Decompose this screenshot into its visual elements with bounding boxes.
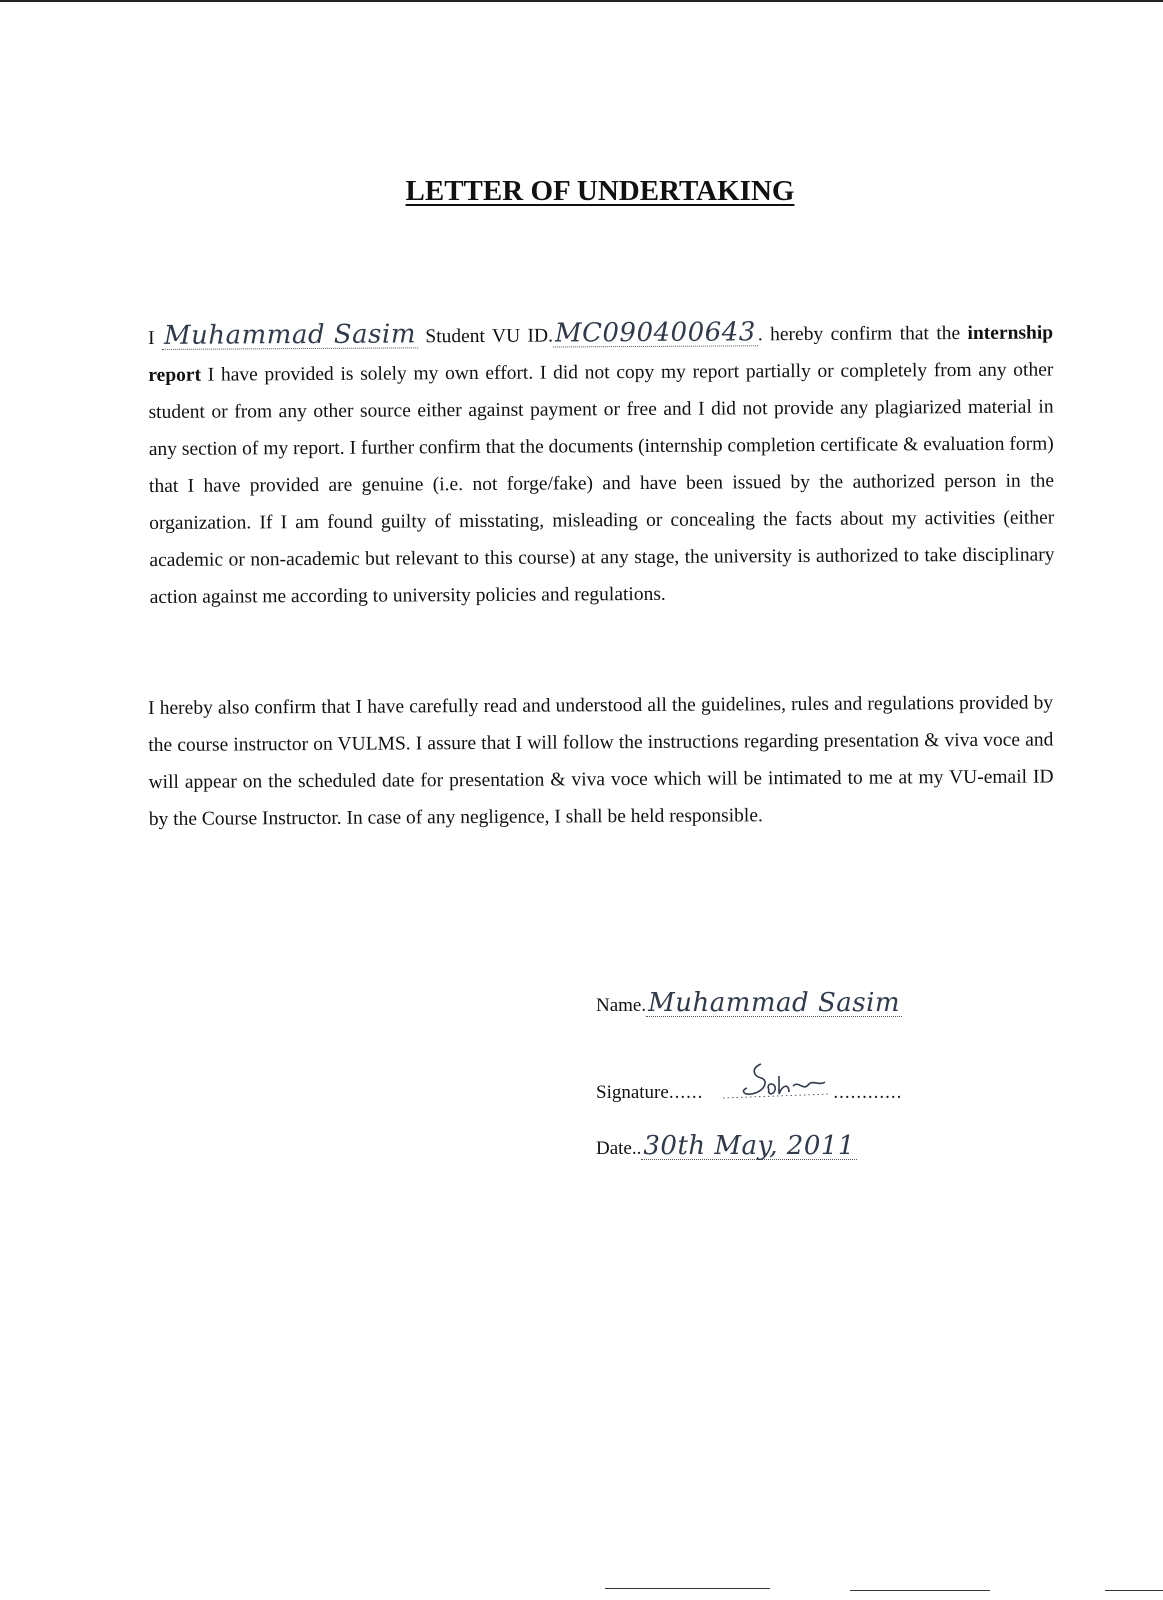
name-line bbox=[596, 990, 902, 1017]
signature-line bbox=[596, 1062, 902, 1112]
handwritten-signature bbox=[703, 1062, 833, 1112]
date-handwritten: 30th May, 2011 bbox=[643, 1131, 855, 1161]
document-title: LETTER OF UNDERTAKING bbox=[405, 175, 795, 207]
paragraph-1-body: I have provided is solely my own effort. I did not copy my report partially or completely from any other student or from any other source either against payment or free and I did not provide any plagiarized material in any section of my report. I further confirm that the documents (internship completion certificate & evaluation form) that I have provided are genuine (i.e. not forge/fake) and have been issued by the authorized person in the organization. If I am found guilty of misstating, misleading or concealing the facts about my activities (either academic or non-academic but relevant to this course) at any stage, the university is authorized to take disciplinary action against me according to university policies and regulations. bbox=[148, 359, 1055, 608]
confirm-text: . hereby confirm that the bbox=[757, 323, 961, 346]
vu-id-handwritten: MC090400643 bbox=[554, 317, 756, 349]
name-label: Name. bbox=[596, 995, 647, 1016]
scan-edge-bottom-right bbox=[1105, 1590, 1163, 1591]
pronoun-i: I bbox=[148, 327, 155, 349]
undertaking-paragraph-1 bbox=[148, 314, 1055, 616]
signature-dots-leading: ...... bbox=[668, 1082, 704, 1103]
undertaking-paragraph-2: I hereby also confirm that I have carefully read and understood all the guidelines, rules and regulations provided by the course instructor on VULMS. I assure that I will follow the instructions regarding presentation & viva voce and will appear on the scheduled date for presentation & viva voce which will be intimated to me at my VU-email ID by the Course Instructor. In case of any negligence, I shall be held responsible. bbox=[148, 692, 1054, 830]
date-label: Date.. bbox=[596, 1138, 642, 1159]
student-vu-id-label: Student VU ID. bbox=[425, 325, 554, 348]
signature-scribble bbox=[703, 1062, 833, 1106]
scan-edge-top bbox=[0, 0, 1163, 2]
internship-report-term: internship report bbox=[148, 322, 1054, 386]
date-line bbox=[596, 1133, 857, 1160]
student-name-handwritten: Muhammad Sasim bbox=[163, 319, 417, 351]
scan-edge-bottom-middle bbox=[850, 1590, 990, 1591]
signature-dots-trailing: ............ bbox=[833, 1082, 903, 1103]
name-handwritten: Muhammad Sasim bbox=[648, 988, 901, 1018]
signature-label: Signature bbox=[596, 1082, 669, 1103]
scan-edge-bottom-left bbox=[605, 1588, 770, 1589]
